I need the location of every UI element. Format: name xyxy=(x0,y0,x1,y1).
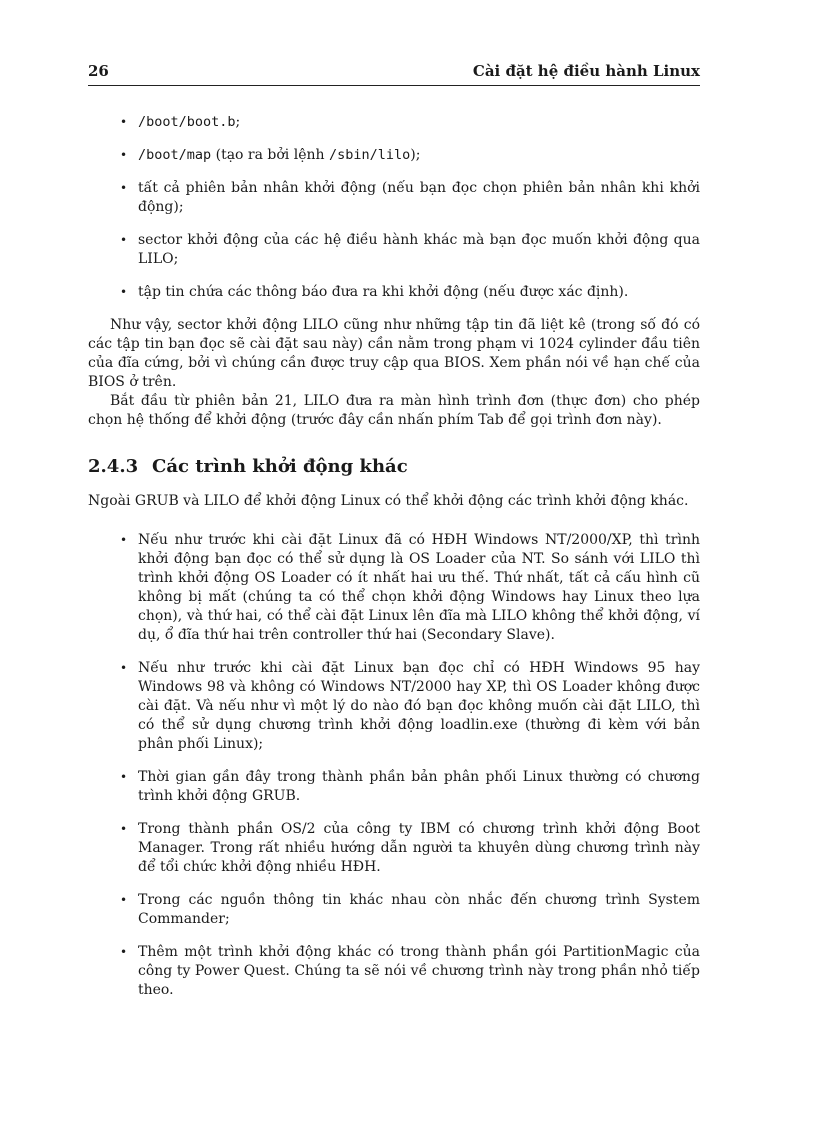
page-content xyxy=(88,113,700,1000)
section-title: Các trình khởi động khác xyxy=(152,456,408,477)
section-number: 2.4.3 xyxy=(88,456,139,477)
item-text: Nếu như trước khi cài đặt Linux đã có HĐH Windows NT/2000/XP, thì trình khởi động bạn đọc có thể sử dụng là OS Loader của NT. So sánh với LILO thì trình khởi động OS Loader có ít nhất hai ưu thế. Thứ nhất, tất cả cấu hình cũ không bị mất (chúng ta có thể chọn khởi động Windows hay Linux theo lựa chọn), và thứ hai, có thể cài đặt Linux lên đĩa mà LILO không thể khởi động, ví dụ, ổ đĩa thứ hai trên controller thứ hai (Secondary Slave). xyxy=(138,532,700,643)
item-text: tất cả phiên bản nhân khởi động (nếu bạn đọc chọn phiên bản nhân khi khởi động); xyxy=(138,180,700,215)
item-text: Trong các nguồn thông tin khác nhau còn nhắc đến chương trình System Commander; xyxy=(138,892,700,927)
list-item xyxy=(88,768,700,806)
list-item xyxy=(88,283,700,302)
list-item xyxy=(88,113,700,132)
item-text: Trong thành phần OS/2 của công ty IBM có chương trình khởi động Boot Manager. Trong rất nhiều hướng dẫn người ta khuyên dùng chương trình này để tổi chức khởi động nhiều HĐH. xyxy=(138,821,700,875)
running-title: Cài đặt hệ điều hành Linux xyxy=(472,62,700,80)
list-item xyxy=(88,891,700,929)
item-text: Thêm một trình khởi động khác có trong thành phần gói PartitionMagic của công ty Power Quest. Chúng ta sẽ nói về chương trình này trong phần nhỏ tiếp theo. xyxy=(138,944,700,998)
item-text: Thời gian gần đây trong thành phần bản phân phối Linux thường có chương trình khởi động GRUB. xyxy=(138,769,700,804)
list-item xyxy=(88,531,700,645)
body-paragraph: Như vậy, sector khởi động LILO cũng như những tập tin đã liệt kê (trong số đó có các tập tin bạn đọc sẽ cài đặt sau này) cần nằm trong phạm vi 1024 cylinder đầu tiên của đĩa cứng, bởi vì chúng cần được truy cập qua BIOS. Xem phần nói về hạn chế của BIOS ở trên. xyxy=(88,317,700,390)
body-paragraph: Bắt đầu từ phiên bản 21, LILO đưa ra màn hình trình đơn (thực đơn) cho phép chọn hệ thống để khởi động (trước đây cần nhấn phím Tab để gọi trình đơn này). xyxy=(88,393,700,428)
item-text: (tạo ra bởi lệnh xyxy=(211,147,329,163)
bullet-icon: • xyxy=(120,533,128,547)
bullet-icon: • xyxy=(120,661,128,675)
list-item xyxy=(88,179,700,217)
page xyxy=(88,62,700,1014)
list-item xyxy=(88,820,700,877)
list-item xyxy=(88,146,700,165)
list-item xyxy=(88,659,700,754)
code-path: /boot/map xyxy=(138,147,212,163)
bullet-icon: • xyxy=(120,285,128,299)
bullet-icon: • xyxy=(120,822,128,836)
list-item xyxy=(88,943,700,1000)
page-number: 26 xyxy=(88,62,109,80)
code-path: /boot/boot.b xyxy=(138,114,236,130)
bullet-icon: • xyxy=(120,233,128,247)
file-list xyxy=(88,113,700,302)
bullet-icon: • xyxy=(120,115,128,129)
item-text: sector khởi động của các hệ điều hành khác mà bạn đọc muốn khởi động qua LILO; xyxy=(138,232,700,267)
item-text: ; xyxy=(235,114,241,130)
item-text: Nếu như trước khi cài đặt Linux bạn đọc chỉ có HĐH Windows 95 hay Windows 98 và không có Windows NT/2000 hay XP, thì OS Loader không được cài đặt. Và nếu như vì một lý do nào đó bạn đọc không muốn cài đặt LILO, thì có thể sử dụng chương trình khởi động loadlin.exe (thường đi kèm với bản phân phối Linux); xyxy=(138,660,700,752)
bootloader-list xyxy=(88,531,700,1000)
bullet-icon: • xyxy=(120,770,128,784)
bullet-icon: • xyxy=(120,945,128,959)
page-header xyxy=(88,62,700,86)
bullet-icon: • xyxy=(120,893,128,907)
section-intro: Ngoài GRUB và LILO để khởi động Linux có thể khởi động các trình khởi động khác. xyxy=(88,493,689,509)
bullet-icon: • xyxy=(120,181,128,195)
list-item xyxy=(88,231,700,269)
item-text: ); xyxy=(410,147,421,163)
item-text: tập tin chứa các thông báo đưa ra khi khởi động (nếu được xác định). xyxy=(138,284,629,300)
bullet-icon: • xyxy=(120,148,128,162)
section-heading xyxy=(88,456,700,478)
code-command: /sbin/lilo xyxy=(328,147,411,163)
